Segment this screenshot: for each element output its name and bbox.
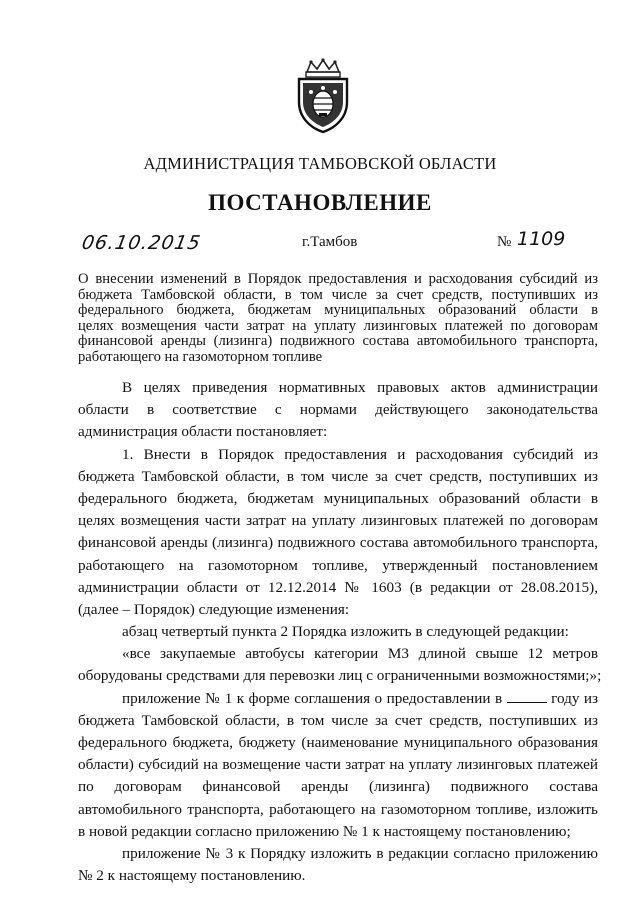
body-line: финансовой аренды (лизинга) подвижного состава автомобильного транспорта, bbox=[78, 534, 598, 552]
body-line: администрация области постановляет: bbox=[78, 423, 328, 441]
body-line-part: приложение № 1 к форме соглашения о предоставлении в bbox=[122, 689, 503, 707]
body-line: по договорам финансовой аренды (лизинга) подвижного состава bbox=[78, 778, 598, 796]
subject-line: бюджета Тамбовской области, в том числе за счет средств, поступивших из bbox=[78, 286, 598, 303]
coat-of-arms-emblem bbox=[293, 58, 353, 134]
body-line: администрации области от 12.12.2014 № 1603 (в редакции от 28.08.2015), bbox=[78, 578, 598, 596]
body-line: автомобильного транспорта, работающего на газомоторном топливе, изложить bbox=[78, 800, 598, 818]
number-label: № bbox=[497, 234, 512, 250]
document-subject bbox=[78, 272, 598, 366]
body-line: № 2 к настоящему постановлению. bbox=[78, 867, 306, 885]
body-line: целях возмещения части затрат на уплату лизинговых платежей по договорам bbox=[78, 512, 598, 530]
body-line-part: году из bbox=[551, 689, 599, 707]
body-line: приложение № 3 к Порядку изложить в редакции согласно приложению bbox=[122, 844, 598, 862]
body-line: бюджета Тамбовской области, в том числе за счет средств, поступивших из bbox=[78, 467, 598, 485]
subject-line: федерального бюджета, бюджетам муниципальных образований области в bbox=[78, 302, 598, 319]
document-type-title: ПОСТАНОВЛЕНИЕ bbox=[208, 190, 432, 215]
body-line: абзац четвертый пункта 2 Порядка изложить в следующей редакции: bbox=[122, 623, 569, 641]
body-line: работающего на газомоторном топливе, утвержденный постановлением bbox=[78, 556, 598, 574]
body-line bbox=[78, 688, 598, 710]
subject-line: работающего на газомоторном топливе bbox=[78, 348, 323, 365]
subject-line: О внесении изменений в Порядок предоставления и расходования субсидий из bbox=[78, 271, 598, 287]
body-line: федерального бюджета, бюджетам муниципальных образований области в bbox=[78, 489, 598, 507]
handwritten-number: 1109 bbox=[517, 228, 566, 250]
body-line: «все закупаемые автобусы категории М3 длиной свыше 12 метров bbox=[122, 645, 598, 663]
year-blank-field bbox=[507, 690, 547, 703]
body-line: федерального бюджета, бюджету (наименование муниципального образования bbox=[78, 734, 598, 751]
body-line: области в соответствие с нормами действующего законодательства bbox=[78, 401, 598, 419]
handwritten-date: 06.10.2015 bbox=[80, 232, 203, 254]
body-line: 1. Внести в Порядок предоставления и расходования субсидий из bbox=[122, 445, 598, 463]
subject-line: целях возмещения части затрат на уплату лизинговых платежей по договорам bbox=[78, 317, 598, 334]
document-body bbox=[78, 377, 602, 887]
body-line: В целях приведения нормативных правовых актов администрации bbox=[122, 379, 598, 396]
body-line: области) субсидий на возмещение части затрат на уплату лизинговых платежей bbox=[78, 756, 598, 774]
city-name: г.Тамбов bbox=[302, 234, 358, 250]
body-line: бюджета Тамбовской области, в том числе за счет средств, поступивших из bbox=[78, 711, 598, 729]
agency-name: АДМИНИСТРАЦИЯ ТАМБОВСКОЙ ОБЛАСТИ bbox=[143, 154, 497, 173]
body-line: в новой редакции согласно приложению № 1 к настоящему постановлению; bbox=[78, 822, 571, 840]
body-line: оборудованы средствами для перевозки лиц с ограниченными возможностями;»; bbox=[78, 667, 602, 685]
subject-line: финансовой аренды (лизинга) подвижного состава автомобильного транспорта, bbox=[78, 333, 598, 350]
body-line: (далее – Порядок) следующие изменения: bbox=[78, 600, 350, 618]
